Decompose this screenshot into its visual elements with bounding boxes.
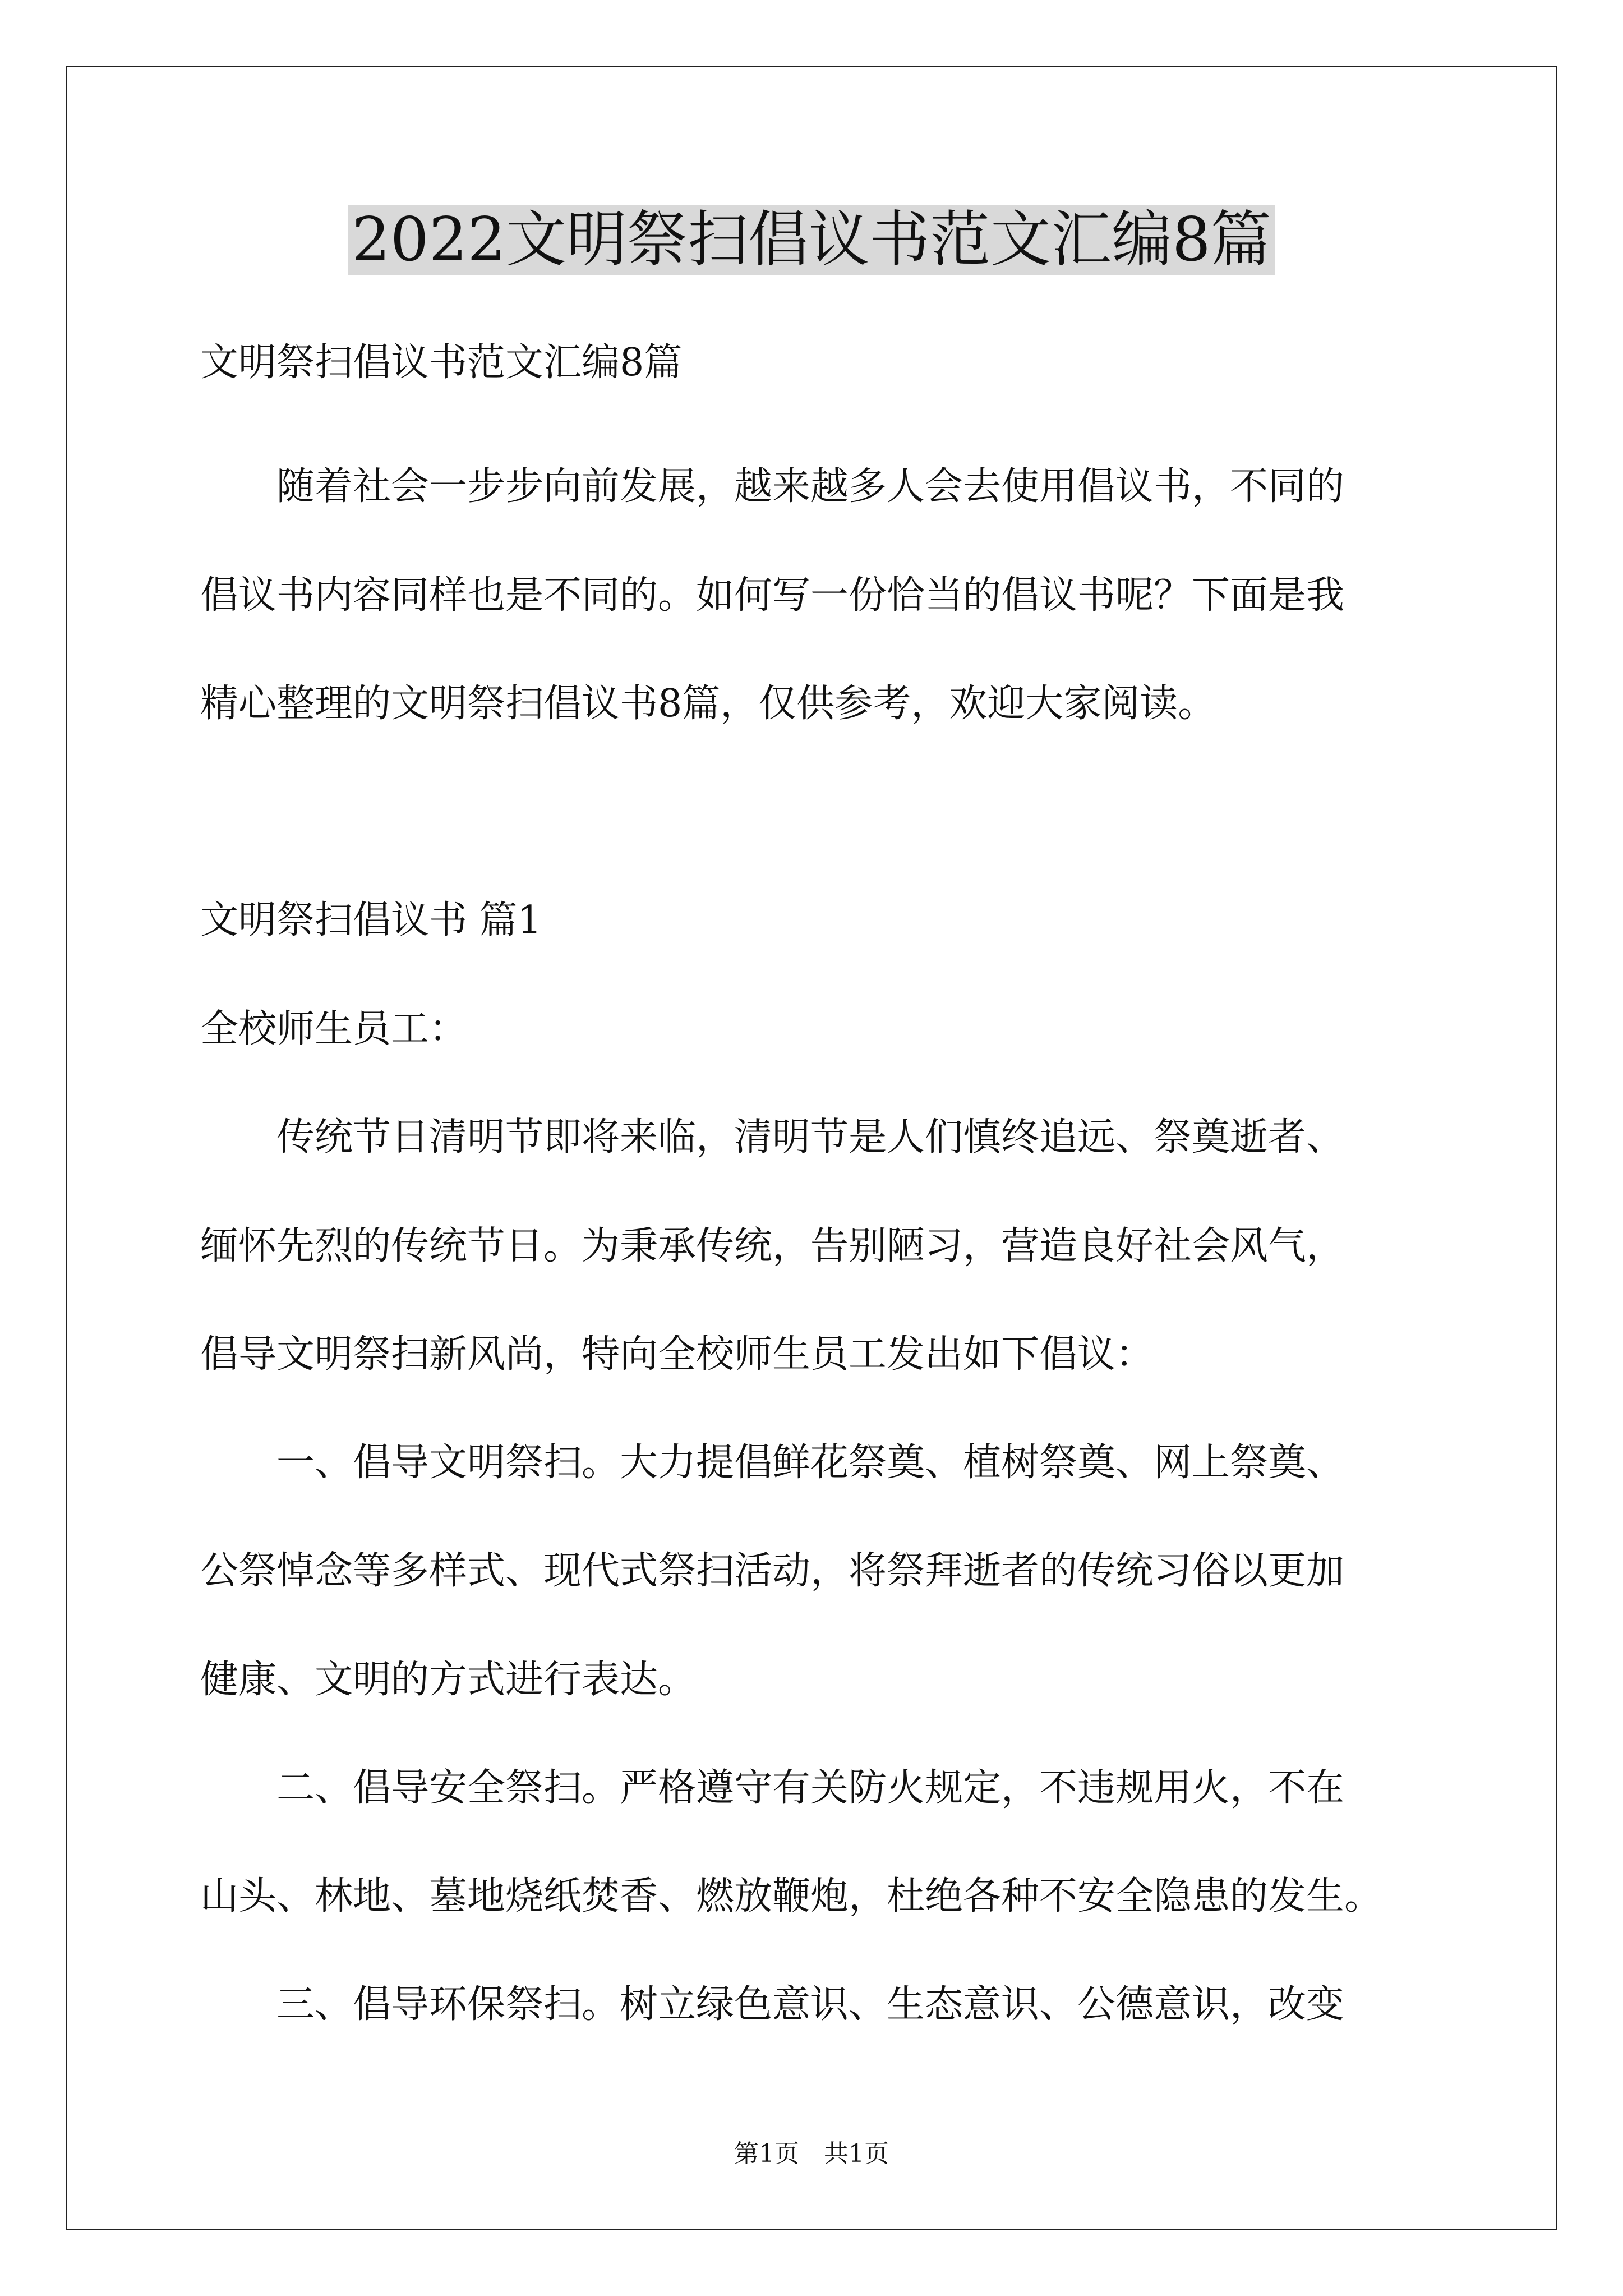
text-line: 精心整理的文明祭扫倡议书8篇，仅供参考，欢迎大家阅读。 [200, 682, 1216, 726]
text-line: 二、倡导安全祭扫。严格遵守有关防火规定，不违规用火，不在 [200, 1766, 1345, 1810]
text-line: 缅怀先烈的传统节日。为秉承传统，告别陋习，营造良好社会风气， [200, 1224, 1345, 1268]
text-line: 倡导文明祭扫新风尚，特向全校师生员工发出如下倡议： [200, 1332, 1154, 1377]
text-line: 健康、文明的方式进行表达。 [200, 1658, 697, 1702]
text-line: 全校师生员工： [200, 1007, 468, 1051]
text-line: 一、倡导文明祭扫。大力提倡鲜花祭奠、植树祭奠、网上祭奠、 [200, 1441, 1345, 1485]
text-line: 随着社会一步步向前发展，越来越多人会去使用倡议书，不同的 [200, 464, 1345, 509]
text-line: 文明祭扫倡议书范文汇编8篇 [200, 341, 683, 385]
text-line: 传统节日清明节即将来临，清明节是人们慎终追远、祭奠逝者、 [200, 1115, 1345, 1159]
text-line: 三、倡导环保祭扫。树立绿色意识、生态意识、公德意识，改变 [200, 1982, 1345, 2027]
text-line: 倡议书内容同样也是不同的。如何写一份恰当的倡议书呢？下面是我 [200, 573, 1345, 618]
text-line: 公祭悼念等多样式、现代式祭扫活动，将祭拜逝者的传统习俗以更加 [200, 1549, 1345, 1593]
text-line: 山头、林地、墓地烧纸焚香、燃放鞭炮，杜绝各种不安全隐患的发生。 [200, 1874, 1383, 1918]
document-title [0, 201, 1623, 279]
document-title-text: 2022文明祭扫倡议书范文汇编8篇 [348, 205, 1275, 275]
page-footer: 第1页 共1页 [734, 2139, 889, 2168]
section-heading: 文明祭扫倡议书 篇1 [200, 898, 542, 942]
